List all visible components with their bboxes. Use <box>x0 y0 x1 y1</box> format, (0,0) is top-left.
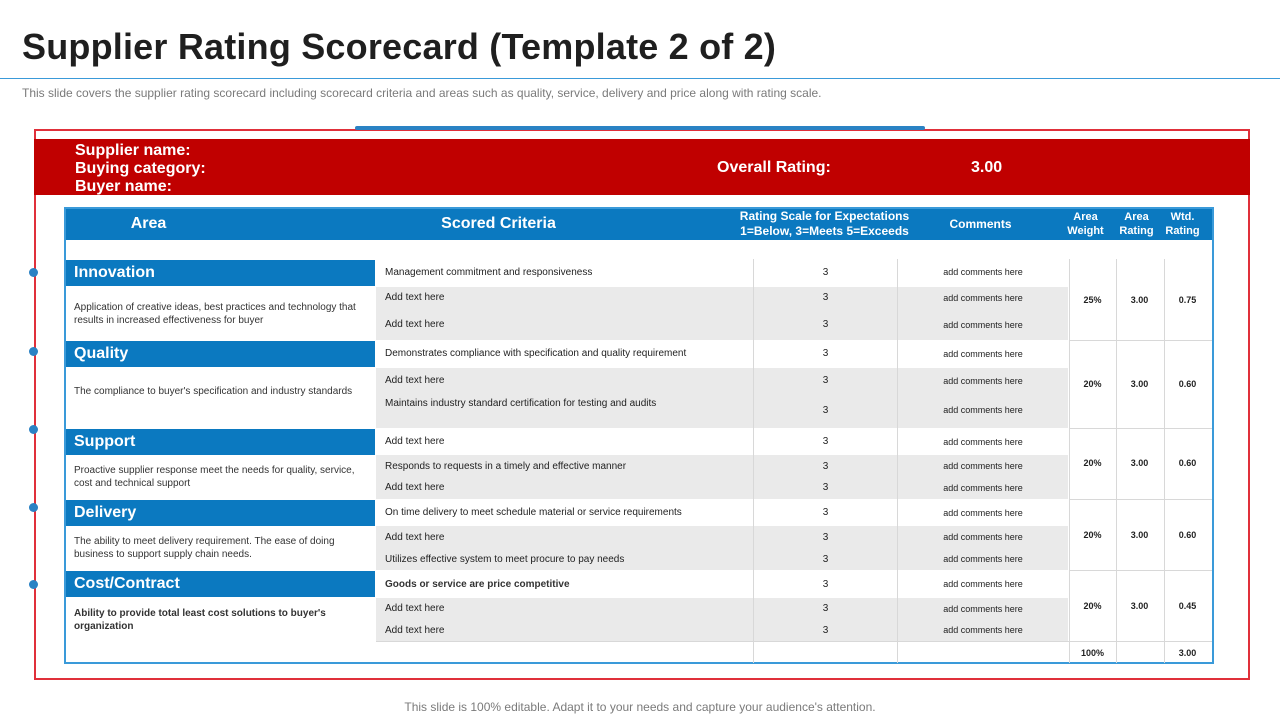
area-rating-cell: 3.00 <box>1130 601 1149 611</box>
score-cell: 3 <box>822 319 829 330</box>
score-cell: 3 <box>822 579 829 590</box>
area-rating-cell: 3.00 <box>1130 379 1149 389</box>
timeline-dot <box>29 580 38 589</box>
table-row <box>376 368 1068 393</box>
header-weighted-rating: Wtd. Rating <box>1165 211 1200 237</box>
comment-cell: add comments here <box>943 267 1023 277</box>
comment-cell: add comments here <box>943 376 1023 386</box>
score-cell: 3 <box>822 625 829 636</box>
table-row <box>376 477 1068 499</box>
group-divider <box>1069 428 1212 429</box>
comment-cell: add comments here <box>943 461 1023 471</box>
table-row <box>376 548 1068 570</box>
criteria-cell: On time delivery to meet schedule material or service requirements <box>385 507 682 518</box>
score-cell: 3 <box>822 348 829 359</box>
area-weight-cell: 20% <box>1083 601 1102 611</box>
comment-cell: add comments here <box>943 405 1023 415</box>
table-row <box>376 393 1068 428</box>
criteria-cell: Demonstrates compliance with specification and quality requirement <box>385 348 687 359</box>
comment-cell: add comments here <box>943 483 1023 493</box>
table-row <box>376 570 1068 598</box>
criteria-cell: Add text here <box>385 625 445 636</box>
weighted-rating-cell: 0.60 <box>1178 379 1197 389</box>
score-cell: 3 <box>822 375 829 386</box>
score-cell: 3 <box>822 436 829 447</box>
comment-cell: add comments here <box>943 579 1023 589</box>
timeline-dot <box>29 268 38 277</box>
criteria-cell: Management commitment and responsiveness <box>385 267 593 278</box>
criteria-cell: Utilizes effective system to meet procure to pay needs <box>385 554 625 565</box>
group-divider <box>1069 499 1212 500</box>
score-cell: 3 <box>822 461 829 472</box>
header-rating-scale: Rating Scale for Expectations 1=Below, 3=Meets 5=Exceeds <box>739 209 910 238</box>
buyer-name-label: Buyer name: <box>75 178 172 195</box>
header-comments: Comments <box>949 217 1012 231</box>
comment-cell: add comments here <box>943 532 1023 542</box>
area-header-cost-contract: Cost/Contract <box>66 571 375 597</box>
timeline-dot <box>29 503 38 512</box>
supplier-name-label: Supplier name: <box>75 142 191 159</box>
criteria-cell: Responds to requests in a timely and effective manner <box>385 461 627 472</box>
area-weight-cell: 25% <box>1083 295 1102 305</box>
criteria-cell: Add text here <box>385 482 445 493</box>
group-divider <box>1069 570 1212 571</box>
frame-accent-bar <box>355 126 925 130</box>
criteria-cell: Add text here <box>385 319 445 330</box>
comment-cell: add comments here <box>943 625 1023 635</box>
area-description: Application of creative ideas, best practices and technology that results in increased effectiveness for buyer <box>74 302 356 326</box>
title-divider <box>0 78 1280 79</box>
area-header-support: Support <box>66 429 375 455</box>
criteria-cell: Add text here <box>385 532 445 543</box>
table-row <box>376 526 1068 548</box>
page-subtitle: This slide covers the supplier rating scorecard including scorecard criteria and areas such as quality, service, delivery and price along with rating scale. <box>22 86 822 100</box>
weighted-rating-cell: 0.60 <box>1178 530 1197 540</box>
table-row <box>376 620 1068 641</box>
overall-rating-value: 3.00 <box>971 159 1003 176</box>
footer-note: This slide is 100% editable. Adapt it to your needs and capture your audience's attention. <box>404 700 876 714</box>
area-rating-cell: 3.00 <box>1130 458 1149 468</box>
score-cell: 3 <box>822 292 829 303</box>
header-area: Area <box>130 215 167 232</box>
total-weight-cell: 100% <box>1080 648 1105 658</box>
score-cell: 3 <box>822 267 829 278</box>
column-divider <box>753 259 754 663</box>
score-cell: 3 <box>822 405 829 416</box>
area-rating-cell: 3.00 <box>1130 530 1149 540</box>
table-row <box>376 499 1068 526</box>
comment-cell: add comments here <box>943 604 1023 614</box>
comment-cell: add comments here <box>943 293 1023 303</box>
area-rating-cell: 3.00 <box>1130 295 1149 305</box>
criteria-cell: Add text here <box>385 436 445 447</box>
group-divider <box>1069 340 1212 341</box>
table-row <box>376 309 1068 340</box>
timeline-dot <box>29 347 38 356</box>
area-weight-cell: 20% <box>1083 530 1102 540</box>
comment-cell: add comments here <box>943 437 1023 447</box>
overall-rating-label: Overall Rating: <box>717 159 831 176</box>
area-weight-cell: 20% <box>1083 379 1102 389</box>
comment-cell: add comments here <box>943 349 1023 359</box>
header-area-weight: Area Weight <box>1067 211 1104 237</box>
timeline-dot <box>29 425 38 434</box>
weighted-rating-cell: 0.75 <box>1178 295 1197 305</box>
score-cell: 3 <box>822 532 829 543</box>
table-header <box>66 209 1212 240</box>
area-header-quality: Quality <box>66 341 375 367</box>
weighted-rating-cell: 0.60 <box>1178 458 1197 468</box>
area-weight-cell: 20% <box>1083 458 1102 468</box>
area-header-innovation: Innovation <box>66 260 375 286</box>
page-title: Supplier Rating Scorecard (Template 2 of 2) <box>22 26 777 67</box>
weighted-rating-cell: 0.45 <box>1178 601 1197 611</box>
comment-cell: add comments here <box>943 508 1023 518</box>
area-description: The compliance to buyer's specification and industry standards <box>74 386 353 397</box>
total-weighted-rating-cell: 3.00 <box>1178 648 1197 658</box>
comment-cell: add comments here <box>943 320 1023 330</box>
criteria-cell: Maintains industry standard certification for testing and audits <box>385 398 657 409</box>
area-header-delivery: Delivery <box>66 500 375 526</box>
score-cell: 3 <box>822 507 829 518</box>
score-cell: 3 <box>822 603 829 614</box>
criteria-cell: Add text here <box>385 375 445 386</box>
header-area-rating: Area Rating <box>1119 211 1154 237</box>
table-row <box>376 428 1068 455</box>
criteria-cell: Goods or service are price competitive <box>385 579 570 590</box>
comment-cell: add comments here <box>943 554 1023 564</box>
buying-category-label: Buying category: <box>75 160 206 177</box>
header-criteria: Scored Criteria <box>441 215 556 232</box>
table-row <box>376 259 1068 287</box>
score-cell: 3 <box>822 482 829 493</box>
criteria-cell: Add text here <box>385 292 445 303</box>
criteria-cell: Add text here <box>385 603 445 614</box>
area-description: Ability to provide total least cost solutions to buyer's organization <box>74 608 326 632</box>
supplier-banner <box>34 139 1250 195</box>
area-description: The ability to meet delivery requirement. The ease of doing business to support supply chain needs. <box>74 536 335 560</box>
score-cell: 3 <box>822 554 829 565</box>
area-description: Proactive supplier response meet the needs for quality, service, cost and technical support <box>74 465 355 489</box>
table-row <box>376 340 1068 368</box>
column-divider <box>897 259 898 663</box>
table-row <box>376 287 1068 309</box>
table-row <box>376 455 1068 477</box>
total-divider <box>376 641 1212 642</box>
table-row <box>376 598 1068 620</box>
